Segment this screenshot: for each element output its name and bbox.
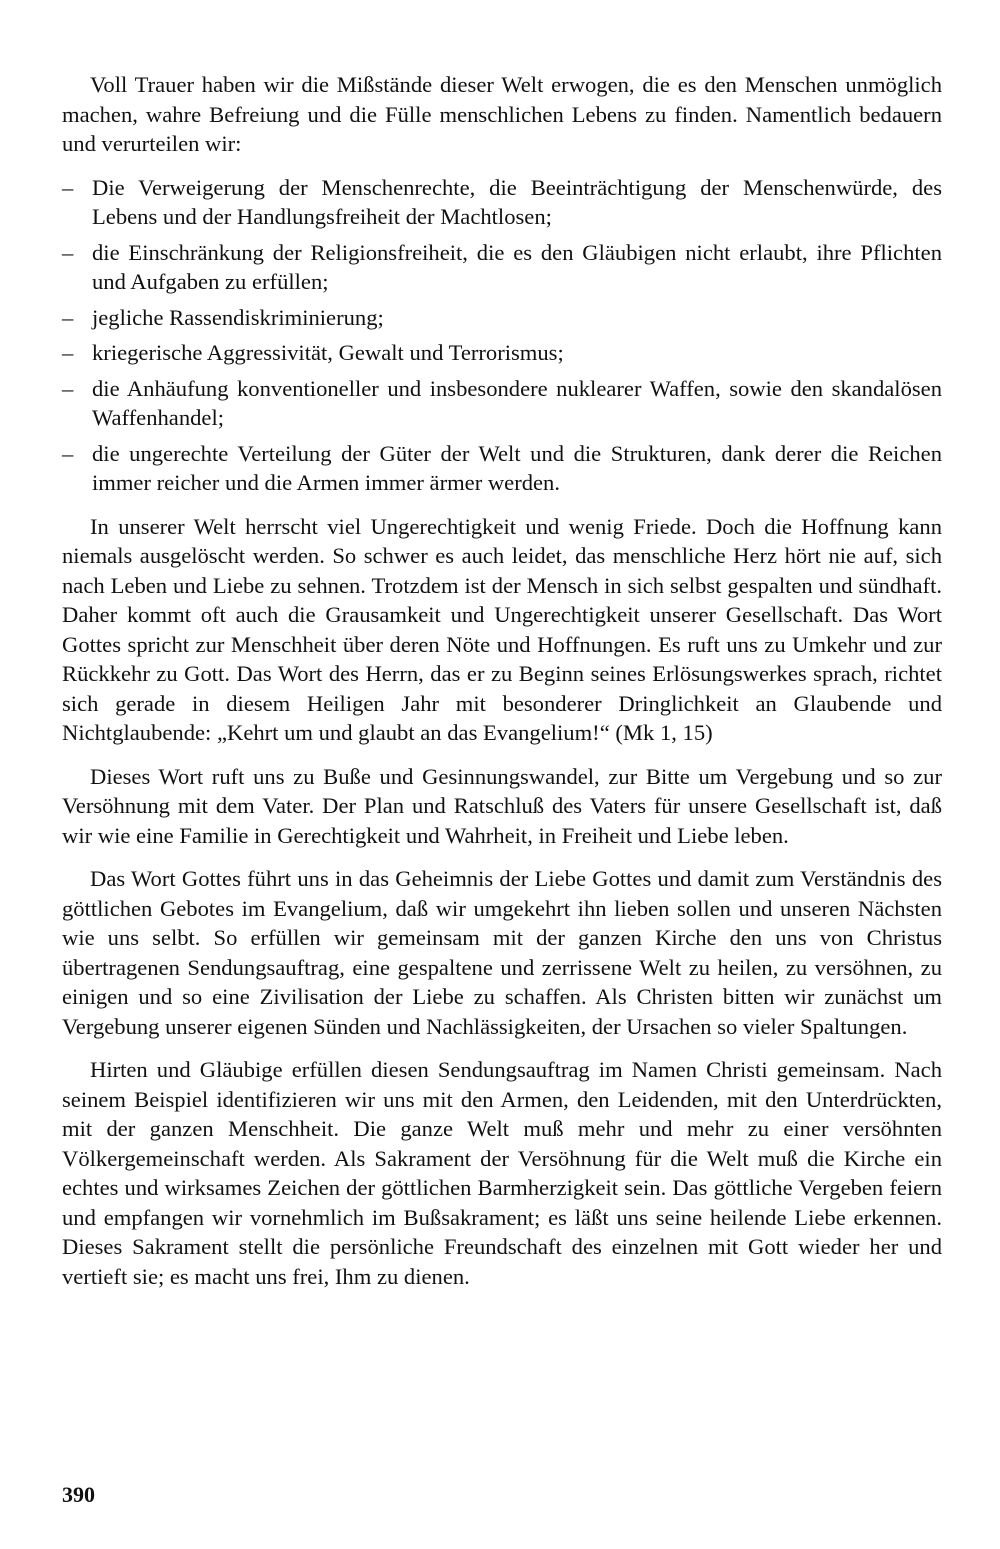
list-item-text: kriegerische Aggressivität, Gewalt und Terrorismus;: [92, 340, 564, 365]
list-dash: –: [62, 440, 74, 466]
page-number: 390: [62, 1482, 95, 1507]
list-item-text: die Anhäufung konventioneller und insbesondere nuklearer Waffen, sowie den skandalösen Waffenhandel;: [92, 375, 942, 430]
list-item: [62, 439, 942, 498]
intro-paragraph: Voll Trauer haben wir die Mißstände dieser Welt erwogen, die es den Menschen unmöglich machen, wahre Befreiung und die Fülle menschlichen Lebens zu finden. Namentlich bedauern und verurteilen wir:: [62, 72, 942, 156]
body-paragraph: Das Wort Gottes führt uns in das Geheimnis der Liebe Gottes und damit zum Verständnis des göttlichen Gebotes im Evangelium, daß wir umgekehrt ihn lieben sollen und unseren Nächsten wie uns selbt. So erfüllen wir gemeinsam mit der ganzen Kirche den uns von Christus übertragenen Sendungsauftrag, eine gespaltene und zerrissene Welt zu heilen, zu versöhnen, zu einigen und so eine Zivilisation der Liebe zu schaffen. Als Christen bitten wir zunächst um Vergebung unserer eigenen Sünden und Nachlässigkeiten, der Ursachen so vieler Spaltungen.: [62, 866, 942, 1039]
list-item-text: Die Verweigerung der Menschenrechte, die Beeinträchtigung der Menschenwürde, des Lebens und der Handlungsfreiheit der Machtlosen;: [92, 174, 942, 229]
list-dash: –: [62, 239, 74, 265]
list-item: [62, 173, 942, 232]
body-paragraph: Dieses Wort ruft uns zu Buße und Gesinnungswandel, zur Bitte um Vergebung und so zur Versöhnung mit dem Vater. Der Plan und Ratschluß des Vaters für unsere Gesellschaft ist, daß wir wie eine Familie in Gerechtigkeit und Wahrheit, in Freiheit und Liebe leben.: [62, 763, 942, 848]
list-item: [62, 338, 942, 368]
body-paragraph: Hirten und Gläubige erfüllen diesen Sendungsauftrag im Namen Christi gemeinsam. Nach seinem Beispiel identifizieren wir uns mit den Armen, den Leidenden, mit den Unterdrückten, mit der ganzen Menschheit. Die ganze Welt muß mehr und mehr zu einer versöhnten Völkergemeinschaft werden. Als Sakrament der Versöhnung für die Welt muß die Kirche ein echtes und wirksames Zeichen der göttlichen Barmherzigkeit sein. Das göttliche Vergeben feiern und empfangen wir vornehmlich im Bußsakrament; es läßt uns seine heilende Liebe erkennen. Dieses Sakrament stellt die persönliche Freundschaft des einzelnen mit Gott wieder her und vertieft sie; es macht uns frei, Ihm zu dienen.: [62, 1057, 942, 1289]
body-paragraph: In unserer Welt herrscht viel Ungerechtigkeit und wenig Friede. Doch die Hoffnung kann niemals ausgelöscht werden. So schwer es auch leidet, das menschliche Herz hört nie auf, sich nach Leben und Liebe zu sehnen. Trotzdem ist der Mensch in sich selbst gespalten und sündhaft. Daher kommt oft auch die Grausamkeit und Ungerechtigkeit unserer Gesellschaft. Das Wort Gottes spricht zur Menschheit über deren Nöte und Hoffnungen. Es ruft uns zu Umkehr und zur Rückkehr zu Gott. Das Wort des Herrn, das er zu Beginn seines Erlösungswerkes sprach, richtet sich gerade in diesem Heiligen Jahr mit besonderer Dringlichkeit an Glaubende und Nichtglaubende: „Kehrt um und glaubt an das Evangelium!“ (Mk 1, 15): [62, 513, 942, 745]
grievance-list: [62, 173, 942, 498]
list-dash: –: [62, 304, 74, 330]
list-item-text: die ungerechte Verteilung der Güter der Welt und die Strukturen, dank derer die Reichen immer reicher und die Armen immer ärmer werden.: [92, 440, 942, 495]
list-dash: –: [62, 174, 74, 200]
list-item-text: die Einschränkung der Religionsfreiheit, die es den Gläubigen nicht erlaubt, ihre Pflichten und Aufgaben zu erfüllen;: [92, 239, 942, 294]
page-body: [62, 70, 942, 1291]
list-item: [62, 374, 942, 433]
list-dash: –: [62, 340, 74, 365]
list-item: [62, 303, 942, 333]
list-item-text: jegliche Rassendiskriminierung;: [92, 304, 384, 330]
list-dash: –: [62, 375, 74, 401]
list-item: [62, 238, 942, 297]
